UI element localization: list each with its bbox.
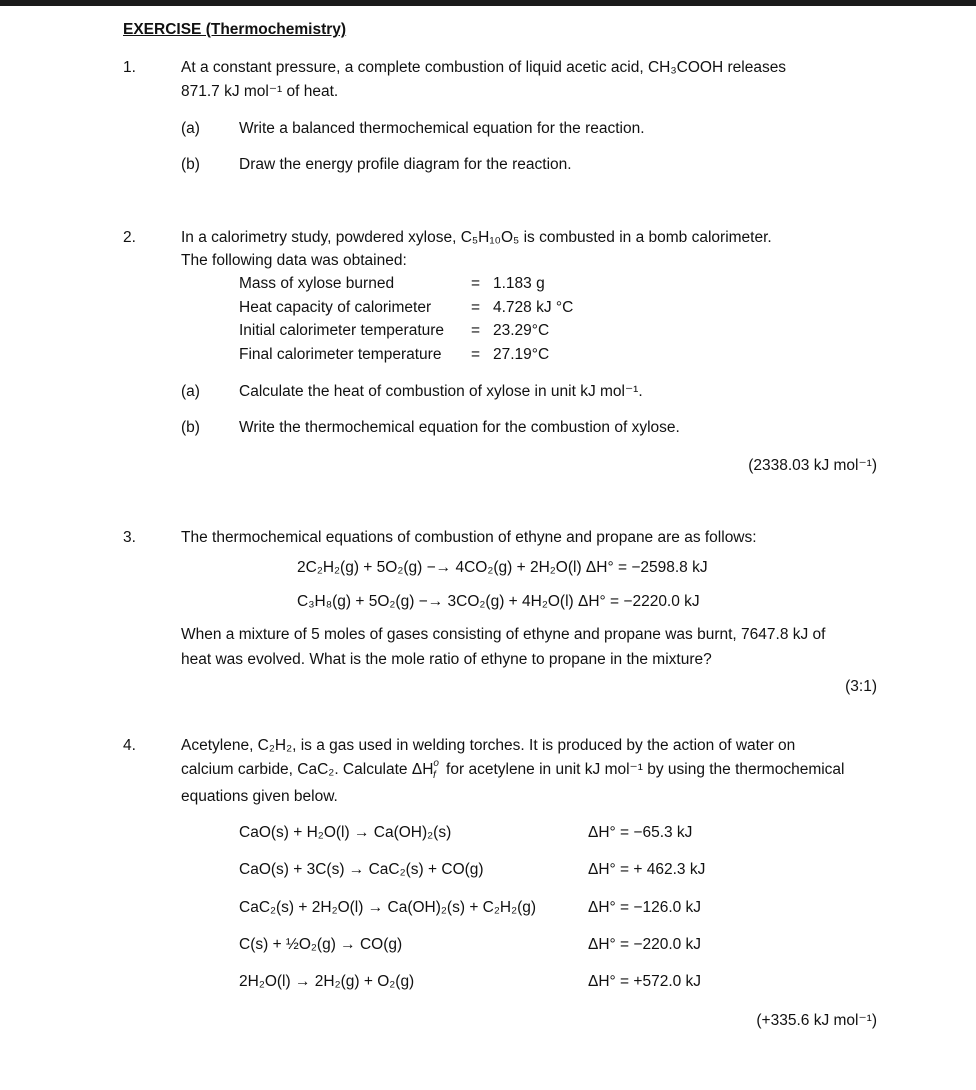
q2-line2: The following data was obtained:: [181, 252, 407, 269]
q1-line1: At a constant pressure, a complete combustion of liquid acetic acid, CH₃COOH releases: [181, 59, 787, 76]
q2-a-label: (a): [181, 383, 200, 400]
q4-number: 4.: [123, 737, 136, 754]
q4-answer: (+335.6 kJ mol⁻¹): [756, 1012, 877, 1029]
q4-equation-4: C(s) + ½O₂(g) → CO(g): [239, 936, 403, 953]
q4-line3: equations given below.: [181, 788, 338, 805]
q4-dh-5: ΔH° = +572.0 kJ: [588, 973, 702, 990]
q1-line2: 871.7 kJ mol⁻¹ of heat.: [181, 83, 339, 100]
top-edge-bar: [0, 0, 976, 6]
q1-a-text: Write a balanced thermochemical equation for the reaction.: [239, 120, 645, 137]
q2-line1: In a calorimetry study, powdered xylose, C₅H₁₀O₅ is combusted in a bomb calorimeter.: [181, 229, 772, 246]
q3-line3: heat was evolved. What is the mole ratio of ethyne to propane in the mixture?: [181, 651, 712, 668]
q4-equation-5: 2H₂O(l) → 2H₂(g) + O₂(g): [239, 973, 415, 990]
q2-data-label-2: Heat capacity of calorimeter: [239, 299, 432, 316]
q4-dh-2: ΔH° = + 462.3 kJ: [588, 861, 706, 878]
q3-number: 3.: [123, 529, 136, 546]
q4-dh-4: ΔH° = −220.0 kJ: [588, 936, 702, 953]
q4-line2-end: for acetylene in unit kJ mol⁻¹ by using the thermochemical: [441, 761, 845, 778]
q2-data-eq-2: =: [471, 299, 481, 316]
q2-data-value-2: 4.728 kJ °C: [493, 299, 574, 316]
q2-data-label-1: Mass of xylose burned: [239, 275, 395, 292]
q4-equation-1: CaO(s) + H₂O(l) → Ca(OH)₂(s): [239, 824, 452, 841]
q4-line2-start: calcium carbide, CaC₂. Calculate ΔH: [181, 761, 434, 778]
q2-data-value-3: 23.29°C: [493, 322, 550, 339]
q2-answer: (2338.03 kJ mol⁻¹): [748, 457, 877, 474]
q1-b-text: Draw the energy profile diagram for the reaction.: [239, 156, 572, 173]
q2-data-value-4: 27.19°C: [493, 346, 550, 363]
q1-a-label: (a): [181, 120, 200, 137]
q3-equation-propane: C₃H₈(g) + 5O₂(g) −→ 3CO₂(g) + 4H₂O(l) ΔH° = −2220.0 kJ: [297, 593, 700, 610]
q1-number: 1.: [123, 59, 136, 76]
q1-b-label: (b): [181, 156, 200, 173]
q4-dh-1: ΔH° = −65.3 kJ: [588, 824, 693, 841]
q3-line2: When a mixture of 5 moles of gases consisting of ethyne and propane was burnt, 7647.8 kJ of: [181, 626, 826, 643]
q4-line1: Acetylene, C₂H₂, is a gas used in welding torches. It is produced by the action of water on: [181, 737, 796, 754]
q4-dh-3: ΔH° = −126.0 kJ: [588, 899, 702, 916]
q2-data-value-1: 1.183 g: [493, 275, 545, 292]
q2-data-eq-1: =: [471, 275, 481, 292]
q4-line2: [181, 757, 845, 782]
page-title: EXERCISE (Thermochemistry): [123, 21, 347, 38]
q2-data-label-3: Initial calorimeter temperature: [239, 322, 445, 339]
q4-enthalpy-of-formation-symbol: $^o_f$: [432, 757, 439, 782]
q2-data-eq-4: =: [471, 346, 481, 363]
q2-a-text: Calculate the heat of combustion of xylose in unit kJ mol⁻¹.: [239, 383, 643, 400]
q4-equation-3: CaC₂(s) + 2H₂O(l) → Ca(OH)₂(s) + C₂H₂(g): [239, 899, 537, 916]
q2-data-label-4: Final calorimeter temperature: [239, 346, 442, 363]
q3-equation-ethyne: 2C₂H₂(g) + 5O₂(g) −→ 4CO₂(g) + 2H₂O(l) ΔH° = −2598.8 kJ: [297, 559, 708, 576]
q3-line1: The thermochemical equations of combustion of ethyne and propane are as follows:: [181, 529, 757, 546]
q2-b-label: (b): [181, 419, 200, 436]
q2-b-text: Write the thermochemical equation for the combustion of xylose.: [239, 419, 680, 436]
q3-answer: (3:1): [845, 678, 877, 695]
q2-number: 2.: [123, 229, 136, 246]
q4-equation-2: CaO(s) + 3C(s) → CaC₂(s) + CO(g): [239, 861, 484, 878]
q2-data-eq-3: =: [471, 322, 481, 339]
